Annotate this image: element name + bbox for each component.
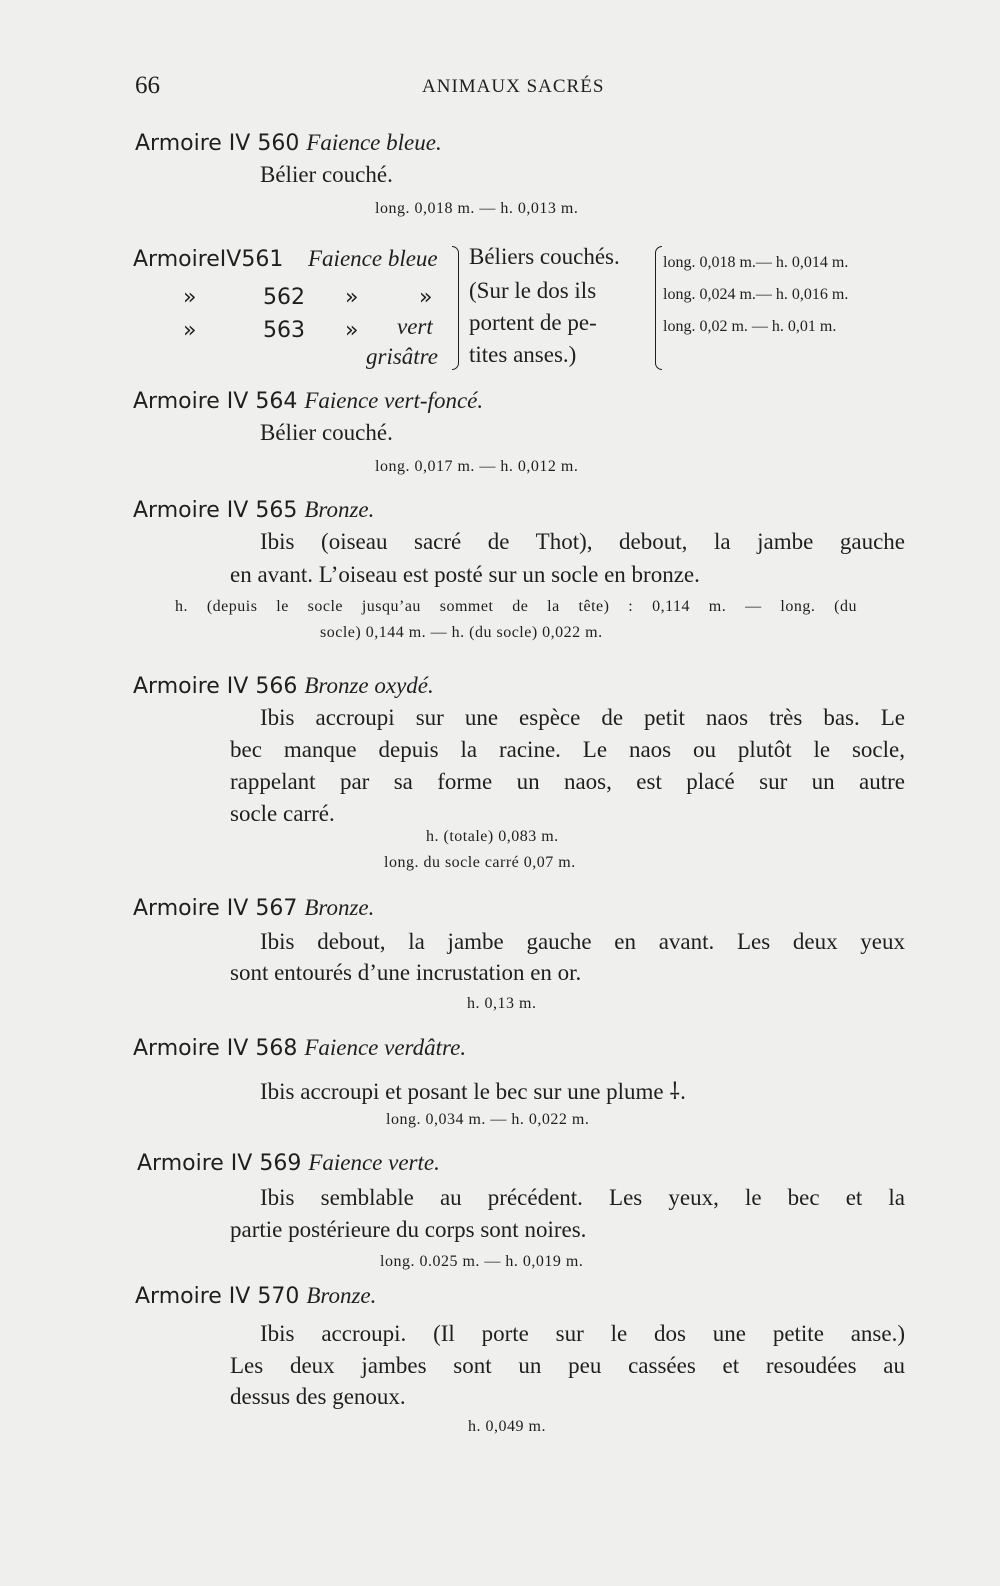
entry-dimensions: long. 0,034 m. — h. 0,022 m. xyxy=(386,1111,590,1128)
entry-dimensions: long. 0,017 m. — h. 0,012 m. xyxy=(375,458,579,475)
entry-number: Armoire IV 560 xyxy=(135,131,300,156)
entry-number: Armoire IV 568 xyxy=(133,1036,298,1061)
group-description-line: portent de pe- xyxy=(469,310,597,335)
entry-dimensions: long. 0.025 m. — h. 0,019 m. xyxy=(380,1253,584,1270)
group-row-ditto: » xyxy=(345,285,359,310)
entry-heading xyxy=(133,1035,466,1061)
group-row-dimensions: long. 0,02 m. — h. 0,01 m. xyxy=(663,318,837,335)
entry-number: Armoire IV 565 xyxy=(133,498,298,523)
entry-material: Bronze. xyxy=(306,1283,377,1308)
entry-material: Faience vert-foncé. xyxy=(304,388,484,413)
entry-dimensions: long. 0,018 m. — h. 0,013 m. xyxy=(375,200,579,217)
entry-line: Bélier couché. xyxy=(260,420,393,445)
group-row-number: 562 xyxy=(263,285,305,310)
group-material-continuation: grisâtre xyxy=(366,344,438,369)
entry-material: Bronze oxydé. xyxy=(304,673,434,698)
entry-material: Bronze. xyxy=(304,895,375,920)
middle-brace xyxy=(655,246,662,370)
entry-number: Armoire IV 570 xyxy=(135,1284,300,1309)
entry-line: Ibis semblable au précédent. Les yeux, le bec et la xyxy=(260,1185,905,1210)
entry-material: Faience bleue. xyxy=(306,130,442,155)
entry-number: Armoire IV 567 xyxy=(133,896,298,921)
group-description-line: Béliers couchés. xyxy=(469,244,620,269)
entry-line: Les deux jambes sont un peu cassées et resoudées au xyxy=(230,1353,905,1378)
entry-material: Faience verdâtre. xyxy=(304,1035,467,1060)
entry-heading xyxy=(133,895,374,921)
entry-line: rappelant par sa forme un naos, est placé sur un autre xyxy=(230,769,905,794)
running-title: ANIMAUX SACRÉS xyxy=(422,76,605,97)
grouped-entries xyxy=(133,240,913,375)
right-brace xyxy=(452,246,459,370)
entry-line: partie postérieure du corps sont noires. xyxy=(230,1217,587,1242)
page-number: 66 xyxy=(135,72,160,99)
group-row-number: 563 xyxy=(263,318,305,343)
entry-number: Armoire IV 569 xyxy=(137,1151,302,1176)
entry-heading xyxy=(133,673,434,699)
entry-line: en avant. L’oiseau est posté sur un socle en bronze. xyxy=(230,562,700,587)
entry-line: Ibis (oiseau sacré de Thot), debout, la jambe gauche xyxy=(260,529,905,554)
group-description-line: (Sur le dos ils xyxy=(469,278,597,303)
entry-heading xyxy=(133,497,374,523)
entry-dimensions: long. du socle carré 0,07 m. xyxy=(384,854,576,871)
entry-line: Ibis accroupi. (Il porte sur le dos une petite anse.) xyxy=(260,1321,905,1346)
entry-line: Ibis accroupi sur une espèce de petit naos très bas. Le xyxy=(260,705,905,730)
group-row-label: ArmoireIV561 xyxy=(133,247,284,272)
entry-heading xyxy=(137,1150,440,1176)
group-row-ditto: » xyxy=(345,318,359,343)
entry-line: sont entourés d’une incrustation en or. xyxy=(230,960,582,985)
entry-dimensions: h. (depuis le socle jusqu’au sommet de la tête) : 0,114 m. — long. (du xyxy=(175,598,857,615)
entry-material: Bronze. xyxy=(304,497,375,522)
group-row-label: » xyxy=(183,285,197,310)
group-row-material: vert xyxy=(397,314,433,339)
group-row-label: » xyxy=(183,318,197,343)
entry-number: Armoire IV 566 xyxy=(133,674,298,699)
entry-line: bec manque depuis la racine. Le naos ou plutôt le socle, xyxy=(230,737,905,762)
entry-dimensions: socle) 0,144 m. — h. (du socle) 0,022 m. xyxy=(320,624,603,641)
group-row-dimensions: long. 0,018 m.— h. 0,014 m. xyxy=(663,254,849,271)
entry-line: dessus des genoux. xyxy=(230,1384,406,1409)
group-description-line: tites anses.) xyxy=(469,342,577,367)
entry-dimensions: h. (totale) 0,083 m. xyxy=(426,828,559,845)
group-row-material: » xyxy=(419,285,433,310)
entry-line: Ibis debout, la jambe gauche en avant. Les deux yeux xyxy=(260,929,905,954)
entry-line: socle carré. xyxy=(230,801,335,826)
group-row-material: Faience bleue xyxy=(308,246,438,271)
entry-material: Faience verte. xyxy=(308,1150,440,1175)
entry-line: Bélier couché. xyxy=(260,162,393,187)
group-row-dimensions: long. 0,024 m.— h. 0,016 m. xyxy=(663,286,849,303)
entry-heading xyxy=(133,388,483,414)
entry-line: Ibis accroupi et posant le bec sur une plume ⸸. xyxy=(260,1079,686,1104)
entry-dimensions: h. 0,049 m. xyxy=(468,1418,546,1435)
entry-number: Armoire IV 564 xyxy=(133,389,298,414)
entry-heading xyxy=(135,130,442,156)
entry-dimensions: h. 0,13 m. xyxy=(467,995,537,1012)
entry-heading xyxy=(135,1283,376,1309)
